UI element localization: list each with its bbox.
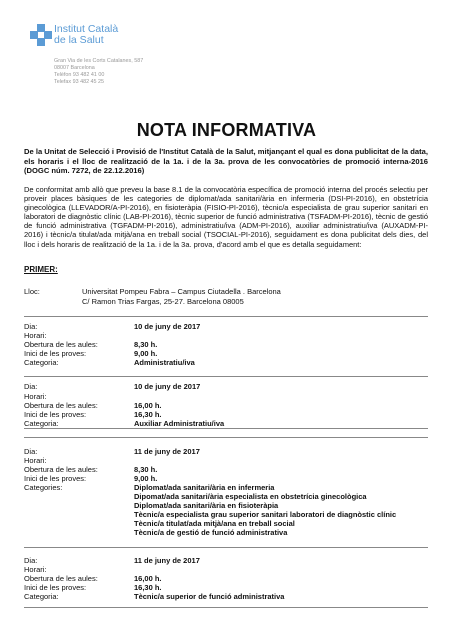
day-value: 11 de juny de 2017 (134, 447, 200, 456)
phone-line: Telèfon 93 482 41 00 (54, 72, 105, 78)
start-label: Inici de les proves: (24, 349, 87, 358)
category-value: Tècnic/a especialista grau superior sanitari laboratori de diagnòstic clínic (134, 510, 397, 519)
schedule-label: Horari: (24, 565, 47, 574)
category-value: Administratiu/iva (134, 358, 195, 367)
category-value: Tècnic/a superior de funció administrativa (134, 592, 285, 601)
category-label: Categoria: (24, 358, 59, 367)
opening-value: 8,30 h. (134, 340, 158, 349)
cross-logo-icon (30, 24, 52, 46)
schedule-label: Horari: (24, 392, 47, 401)
schedule-label: Horari: (24, 331, 47, 340)
opening-value: 16,00 h. (134, 401, 162, 410)
schedule-label: Horari: (24, 456, 47, 465)
start-value: 16,30 h. (134, 583, 162, 592)
location-label: Lloc: (24, 287, 40, 296)
start-label: Inici de les proves: (24, 474, 87, 483)
category-label: Categoria: (24, 419, 59, 428)
address-line: 08007 Barcelona (54, 65, 95, 71)
day-label: Dia: (24, 322, 38, 331)
start-value: 16,30 h. (134, 410, 162, 419)
category-value: Tècnic/a de gestió de funció administrativa (134, 528, 288, 537)
category-value: Diplomat/ada sanitari/ària en infermeria (134, 483, 275, 492)
start-value: 9,00 h. (134, 349, 158, 358)
divider (24, 376, 428, 377)
divider (24, 428, 428, 429)
divider (24, 316, 428, 317)
category-value: Auxiliar Administratiu/iva (134, 419, 225, 428)
page-title: NOTA INFORMATIVA (136, 120, 317, 140)
org-name-line1: Institut Català (54, 23, 119, 35)
address-line: Gran Via de les Corts Catalanes, 587 (54, 58, 144, 64)
opening-value: 16,00 h. (134, 574, 162, 583)
start-label: Inici de les proves: (24, 410, 87, 419)
day-label: Dia: (24, 447, 38, 456)
category-label: Categoria: (24, 592, 59, 601)
start-label: Inici de les proves: (24, 583, 87, 592)
opening-label: Obertura de les aules: (24, 340, 98, 349)
day-label: Dia: (24, 556, 38, 565)
category-value: Dipomat/ada sanitari/ària especialista en obstetrícia ginecològica (134, 492, 367, 501)
day-value: 10 de juny de 2017 (134, 382, 201, 391)
start-value: 9,00 h. (134, 474, 158, 483)
category-value: Tècnic/a titulat/ada mitjà/ana en treball social (134, 519, 295, 528)
opening-label: Obertura de les aules: (24, 401, 98, 410)
categories-label: Categories: (24, 483, 63, 492)
org-name-line2: de la Salut (54, 34, 104, 46)
day-value: 10 de juny de 2017 (134, 322, 201, 331)
section-heading: PRIMER: (24, 265, 58, 274)
opening-label: Obertura de les aules: (24, 465, 98, 474)
category-value: Diplomat/ada sanitari/ària en fisioteràpia (134, 501, 279, 510)
opening-label: Obertura de les aules: (24, 574, 98, 583)
divider (24, 547, 428, 548)
body-paragraph: De conformitat amb allò que preveu la base 8.1 de la convocatòria específica de promoció interna del procés selectiu per proveir places bàsiques de les categories de diplomat/ada sanitari/ària en infermeria (DSI-PI-2016), en obstetrícia ginecològica (LLEVADOR/A-PI-2016), en fisioteràpia (FISIO-PI-2016), tècnic/a especialista de grau superior sanitari en laboratori de diagnòstic clínic (LAB-PI-2016), tècnic superior de funció administrativa (TSFADM-PI-2016), tècnic de gestió de funció administrativa (TGFADM-PI-2016), administratiu/iva (ADM-PI-2016), auxiliar administratiu/iva (AUXADM-PI-2016) i tècnic/a titulat/ada mitjà/ana en treball social (TSOCIAL-PI-2016), seguidament es dona publicitat dels dies, del lloc i dels horaris de realització de la 1a. i de la 3a. prova, d'acord amb el que es detalla seguidament: (24, 185, 428, 249)
location-line2: C/ Ramon Trias Fargas, 25-27. Barcelona 08005 (82, 297, 244, 306)
location-line1: Universitat Pompeu Fabra – Campus Ciutadella . Barcelona (82, 287, 281, 296)
opening-value: 8,30 h. (134, 465, 158, 474)
fax-line: Telefax 93 482 45 25 (54, 79, 105, 85)
day-label: Dia: (24, 382, 38, 391)
divider (24, 607, 428, 608)
intro-paragraph: De la Unitat de Selecció i Provisió de l'Institut Català de la Salut, mitjançant el qual es dona publicitat de la data, els horaris i el lloc de realització de la 1a. i de la 3a. prova de les convocatòries de promoció interna-2016 (DOGC núm. 7272, de 22.12.2016) (24, 147, 428, 176)
day-value: 11 de juny de 2017 (134, 556, 200, 565)
divider (24, 437, 428, 438)
